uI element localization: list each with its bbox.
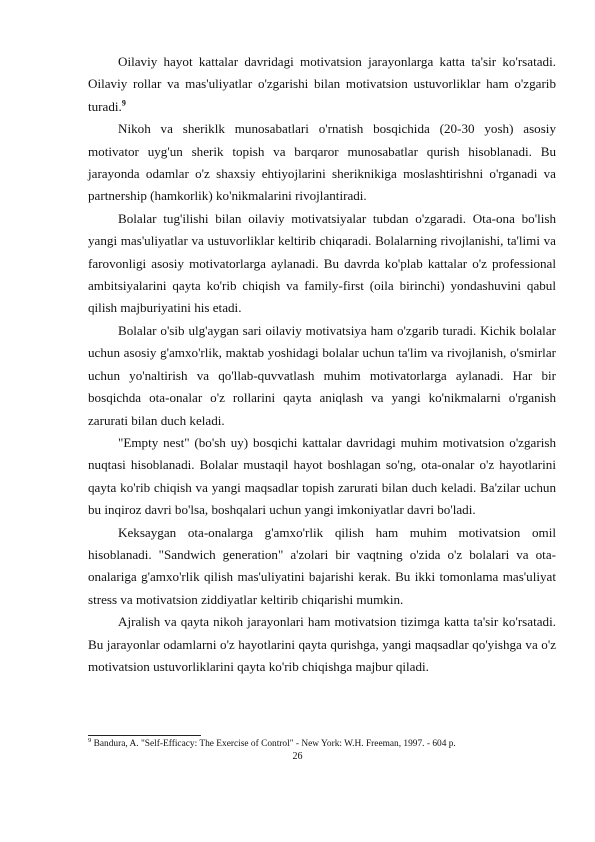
body-text [88, 51, 556, 678]
paragraph-1 [88, 51, 556, 118]
paragraph-4: Bolalar o'sib ulg'aygan sari oilaviy motivatsiya ham o'zgarib turadi. Kichik bolalar uchun asosiy g'amxo'rlik, maktab yoshidagi bolalar uchun ta'lim va rivojlanish, o'smirlar uchun yo'naltirish va qo'llab-quvvatlash muhim motivatorlarga aylanadi. Har bir bosqichda ota-onalar o'z rollarini qayta aniqlash va yangi ko'nikmalarni o'rganish zarurati bilan duch keladi. [88, 322, 556, 428]
page-number: 26 [292, 751, 303, 762]
paragraph-6: Keksaygan ota-onalarga g'amxo'rlik qilish ham muhim motivatsion omil hisoblanadi. "Sandwich generation" a'zolari bir vaqtning o'zida o'z bolalari va ota-onalariga g'amxo'rlik qilish mas'uliyatini bajarishi kerak. Bu ikki tomonlama mas'uliyat stress va motivatsion ziddiyatlar keltirib chiqarishi mumkin. [88, 524, 556, 607]
footnote-marker: 9 [88, 736, 92, 744]
paragraph-3: Bolalar tug'ilishi bilan oilaviy motivatsiyalar tubdan o'zgaradi. Ota-ona bo'lish yangi mas'uliyatlar va ustuvorliklar keltirib chiqaradi. Bolalarning rivojlanishi, ta'limi va farovonligi asosiy motivatorlarga aylanadi. Bu davrda ko'plab kattalar o'z professional ambitsiyalarini qayta ko'rib chiqish va family-first (oila birinchi) yondashuvini qabul qilish majburiyatini his etadi. [88, 210, 556, 316]
paragraph-1-text: Oilaviy hayot kattalar davridagi motivatsion jarayonlarga katta ta'sir ko'rsatadi. Oilaviy rollar va mas'uliyatlar o'zgarishi bilan motivatsion ustuvorliklar ham o'zgarib turadi. [88, 54, 556, 114]
paragraph-2: Nikoh va sheriklk munosabatlari o'rnatish bosqichida (20-30 yosh) asosiy motivator uyg'un sherik topish va barqaror munosabatlar qurish hisoblanadi. Bu jarayonda odamlar o'z shaxsiy ehtiyojlarini sheriknikiga moslashtirishni o'rganadi va partnership (hamkorlik) ko'nikmalarini rivojlantiradi. [88, 121, 556, 204]
footnote-ref[interactable]: 9 [121, 98, 126, 108]
paragraph-5: "Empty nest" (bo'sh uy) bosqichi kattalar davridagi muhim motivatsion o'zgarish nuqtasi hisoblanadi. Bolalar mustaqil hayot boshlagan so'ng, ota-onalar o'z hayotlarini qayta ko'rib chiqish va yangi maqsadlar topish zarurati bilan duch keladi. Ba'zilar uchun bu inqiroz davri bo'lsa, boshqalari uchun yangi imkoniyatlar davri bo'ladi. [88, 434, 556, 518]
footnote-text: Bandura, A. "Self-Efficacy: The Exercise of Control" - New York: W.H. Freeman, 1997. - 604 p. [93, 739, 456, 749]
paragraph-7: Ajralish va qayta nikoh jarayonlari ham motivatsion tizimga katta ta'sir ko'rsatadi. Bu jarayonlar odamlarni o'z hayotlarini qayta qurishga, yangi maqsadlar qo'yishga va o'z motivatsion ustuvorliklarini qayta ko'rib chiqishga majbur qiladi. [88, 614, 556, 674]
footnote [88, 738, 556, 751]
footnote-divider [88, 735, 201, 736]
